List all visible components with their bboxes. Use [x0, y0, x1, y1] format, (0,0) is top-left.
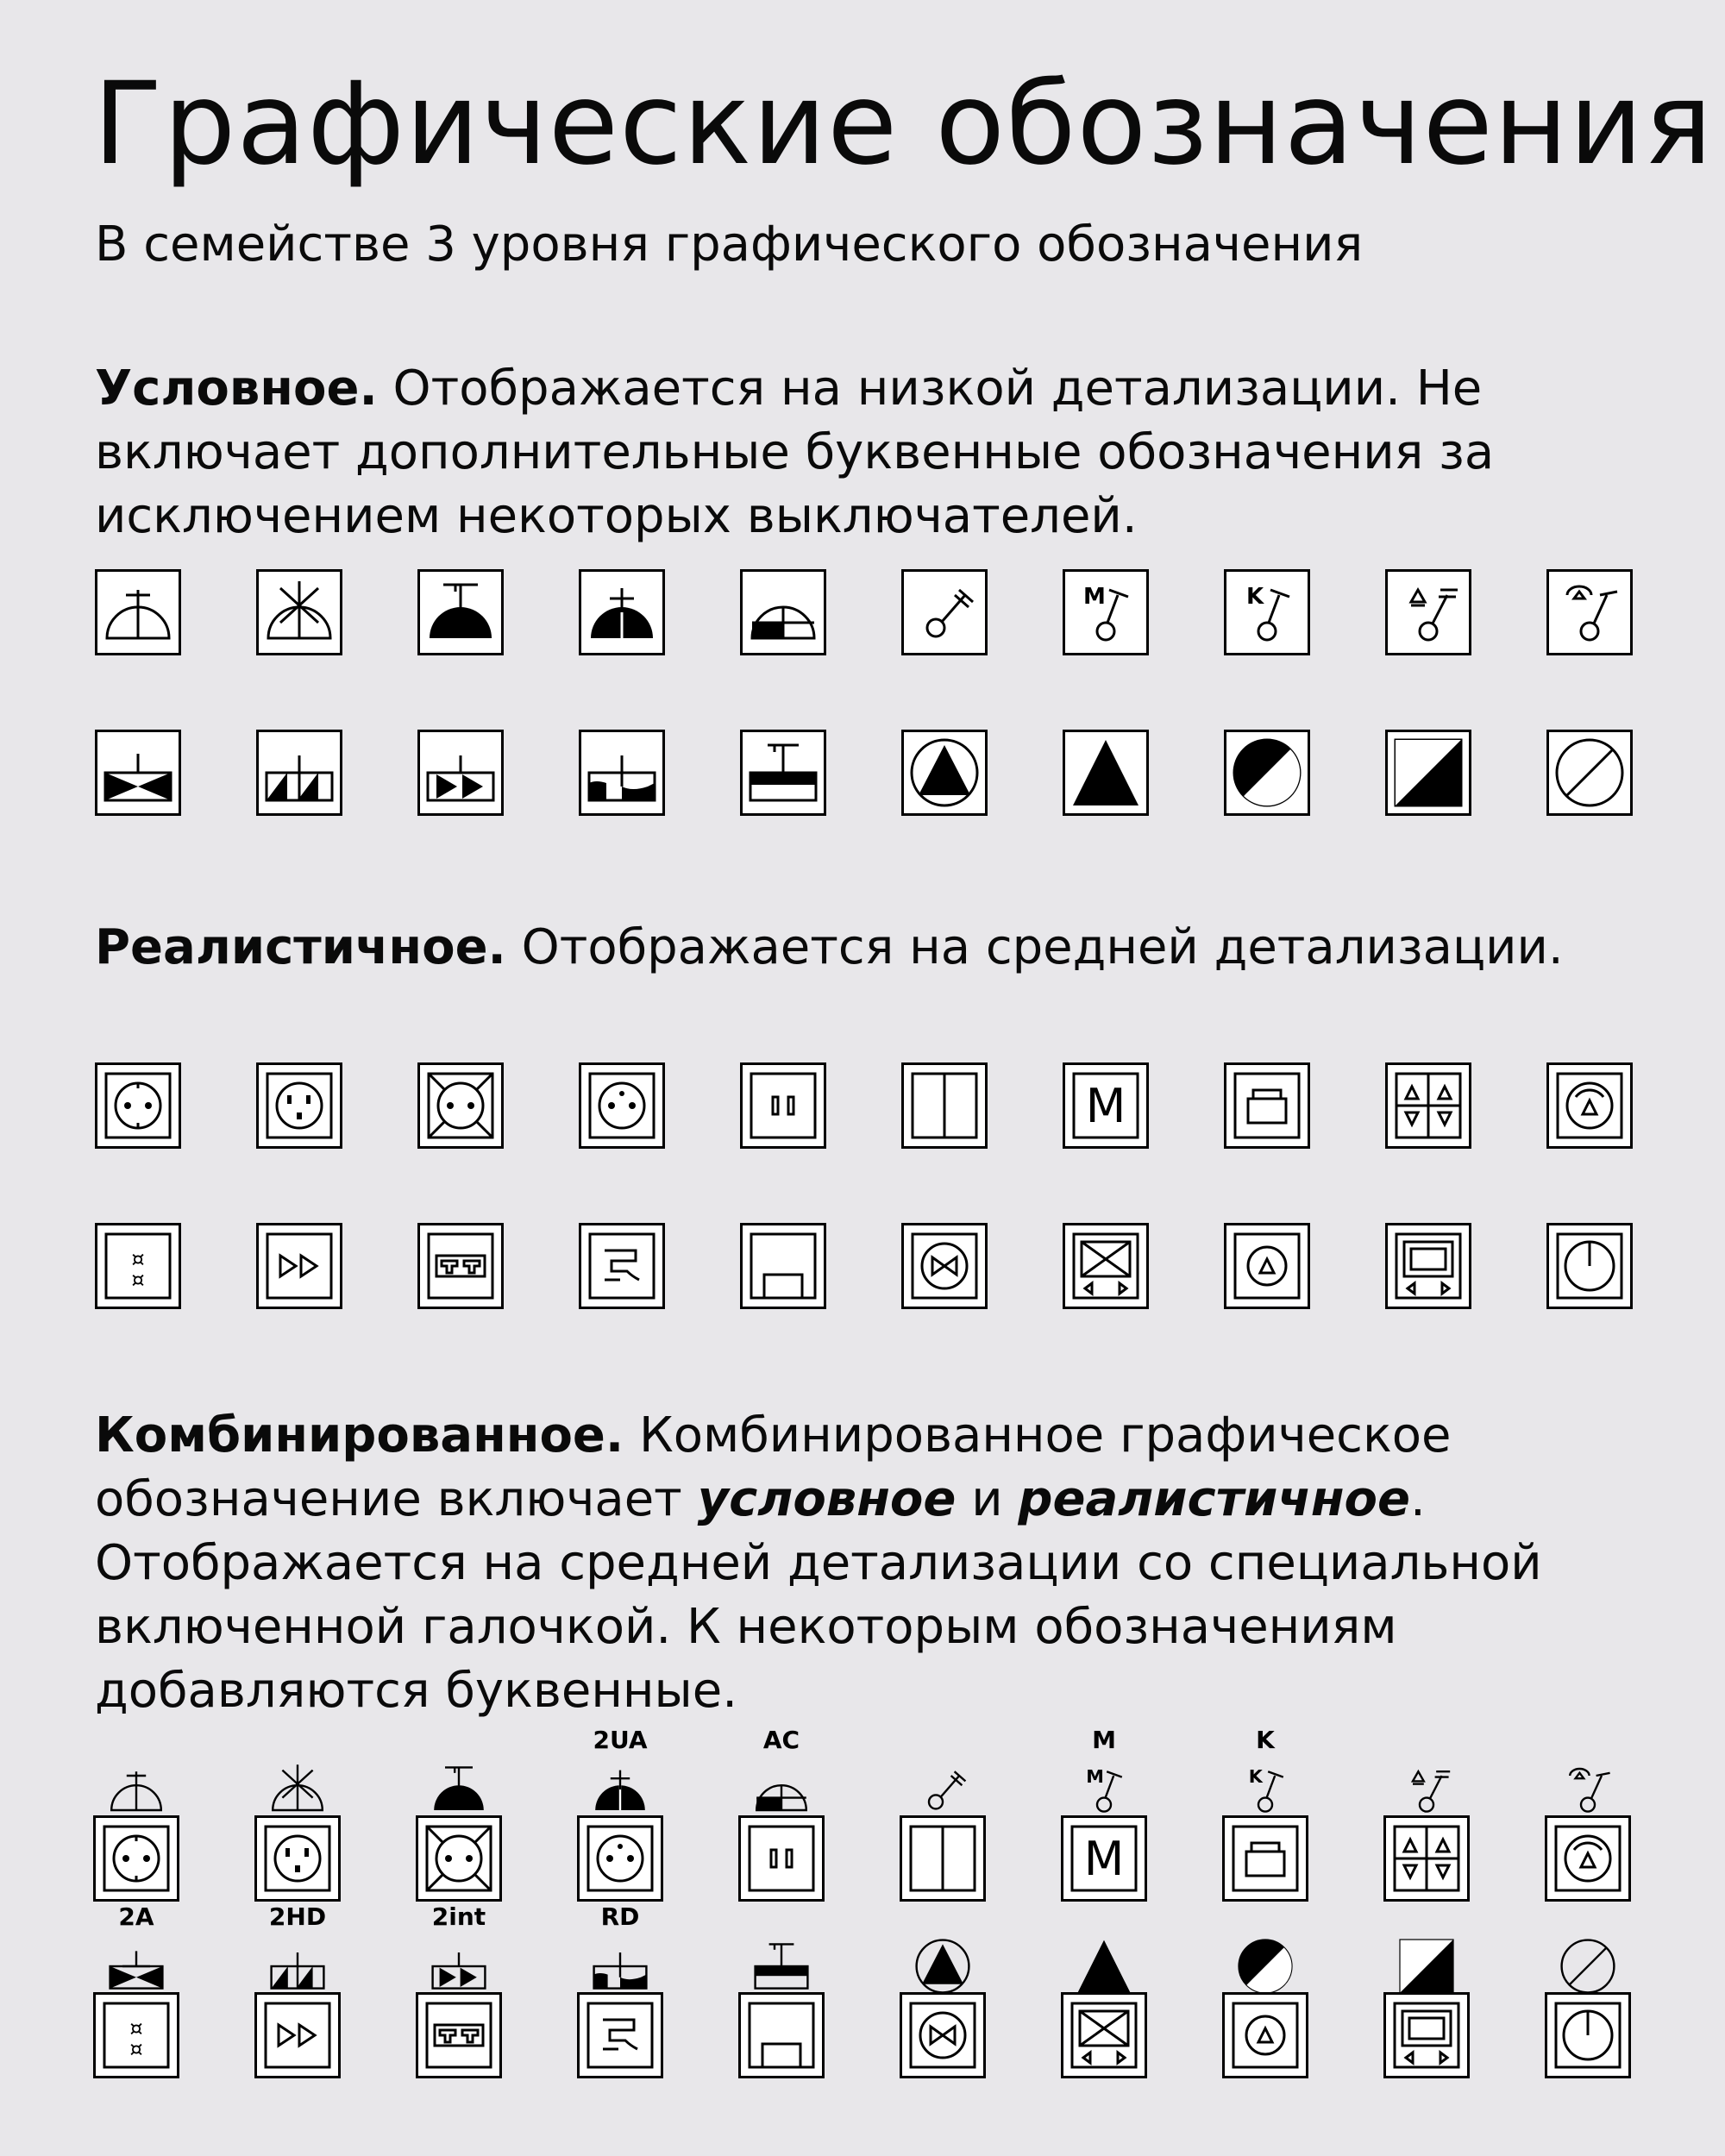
switch-1key-icon [901, 569, 988, 655]
symbol-label: K [1256, 1726, 1275, 1754]
switch-k-icon [1224, 569, 1310, 655]
rd-outlet-icon [579, 730, 665, 816]
switch-letter: M [1086, 1766, 1104, 1787]
key-letter: M [1085, 1079, 1126, 1133]
combined-schuko-cross-icon [416, 1729, 502, 1902]
symbol-label: 2UA [593, 1726, 648, 1754]
svg-text:¤: ¤ [131, 1247, 145, 1271]
schuko-cross-icon [417, 1062, 504, 1149]
symbol-label: M [1092, 1726, 1116, 1754]
combined-hook-frame-icon [577, 1902, 663, 2078]
socket-half-icon [740, 569, 826, 655]
section-text: Комбинированное графическое обозначение включает [95, 1407, 1452, 1527]
floor-frame-icon [740, 1223, 826, 1309]
combined-two-gang-icon [900, 1729, 986, 1902]
combined-usb-frame-icon [93, 1902, 179, 2078]
usb-frame-icon [95, 1223, 181, 1309]
k-key-icon [1224, 1062, 1310, 1149]
bowtie-frame-icon [901, 1223, 988, 1309]
combined-row-1 [93, 1726, 1632, 1902]
symbol-label: 2HD [268, 1902, 327, 1931]
section-text: Отображается на средней детализации. [505, 919, 1564, 975]
usb-outlet-icon [95, 730, 181, 816]
svg-text:¤: ¤ [131, 1268, 145, 1292]
combined-thermostat-frame-icon [1383, 1906, 1470, 2078]
media-outlet-icon [417, 730, 504, 816]
floor-box-icon [740, 730, 826, 816]
combined-rotary-key-icon [1545, 1729, 1631, 1902]
switch-m-icon [1063, 569, 1149, 655]
thermostat-frame-icon [1385, 1223, 1471, 1309]
switch-letter: K [1246, 584, 1264, 610]
symbol-label: 2A [118, 1902, 154, 1931]
socket-cross-icon [95, 569, 181, 655]
double-slot-icon [740, 1062, 826, 1149]
hdmi-outlet-icon [256, 730, 342, 816]
combined-hdmi-frame-icon [254, 1902, 341, 2078]
dimmer-circle-icon [1224, 730, 1310, 816]
section-conventional [95, 357, 1682, 548]
emphasis-conventional: условное [697, 1471, 957, 1527]
switch-letter: K [1248, 1766, 1263, 1787]
hook-frame-icon [579, 1223, 665, 1309]
two-gang-icon [901, 1062, 988, 1149]
symbol-label: RD [600, 1902, 640, 1931]
realistic-row-2 [95, 1223, 1630, 1309]
schuko-icon [95, 1062, 181, 1149]
combined-uk-socket-icon [254, 1729, 341, 1902]
combined-rj45-frame-icon [416, 1902, 502, 2078]
sensor-square-triangle-icon [1063, 730, 1149, 816]
display-frame-icon [1063, 1223, 1149, 1309]
sensor-triangle-icon [901, 730, 988, 816]
combined-floor-frame-icon [738, 1906, 825, 2078]
section-heading: Условное. [95, 360, 378, 417]
section-heading: Комбинированное. [95, 1407, 624, 1463]
switch-letter: M [1083, 584, 1106, 610]
page-subtitle: В семействе 3 уровня графического обозначения [95, 216, 1364, 273]
rotary-key-icon [1546, 1062, 1633, 1149]
combined-triangle-frame-icon [1222, 1906, 1308, 2078]
combined-schuko-icon [93, 1729, 179, 1902]
combined-display-frame-icon [1061, 1906, 1147, 2078]
combined-timer-frame-icon [1545, 1906, 1631, 2078]
switch-rotary-icon [1546, 569, 1633, 655]
hdmi-frame-icon [256, 1223, 342, 1309]
uk-socket-icon [256, 1062, 342, 1149]
svg-text:¤: ¤ [129, 2037, 143, 2061]
combined-m-key-icon [1061, 1726, 1147, 1902]
dimmer-square-icon [1385, 730, 1471, 816]
key-letter: M [1083, 1832, 1125, 1886]
combined-arrows-key-icon [1383, 1729, 1470, 1902]
section-heading: Реалистичное. [95, 919, 506, 975]
section-text: Отображается на низкой детализации. Не включает дополнительные буквенные обозначения за исключением некоторых выключателей. [95, 360, 1495, 544]
svg-text:¤: ¤ [129, 2016, 143, 2040]
rj45-frame-icon [417, 1223, 504, 1309]
combined-bowtie-frame-icon [900, 1906, 986, 2078]
arrows-key-icon [1385, 1062, 1471, 1149]
combined-double-slot-icon [738, 1726, 825, 1902]
section-combined [95, 1404, 1682, 1723]
blank-plate-icon [1546, 730, 1633, 816]
conventional-row-2 [95, 730, 1630, 816]
conventional-row-1 [95, 569, 1630, 655]
realistic-row-1 [95, 1062, 1630, 1149]
combined-row-2 [93, 1902, 1632, 2078]
emphasis-realistic: реалистичное [1018, 1471, 1410, 1527]
section-text: и [956, 1471, 1019, 1527]
section-realistic [95, 916, 1682, 980]
triangle-frame-icon [1224, 1223, 1310, 1309]
timer-frame-icon [1546, 1223, 1633, 1309]
page-title: Графические обозначения [93, 58, 1714, 191]
socket-star-icon [256, 569, 342, 655]
symbol-label: 2int [431, 1902, 486, 1931]
section-text: . Отображается на средней детализации со специальной включенной галочкой. К некоторым обозначениям добавляются буквенные. [95, 1471, 1542, 1719]
socket-grounded-cross-icon [579, 569, 665, 655]
schuko-variant-icon [579, 1062, 665, 1149]
symbol-label: AC [762, 1726, 800, 1754]
combined-k-key-icon [1222, 1726, 1308, 1902]
combined-schuko-variant-icon [577, 1726, 663, 1902]
socket-grounded-icon [417, 569, 504, 655]
switch-updown-icon [1385, 569, 1471, 655]
m-key-icon [1063, 1062, 1149, 1149]
